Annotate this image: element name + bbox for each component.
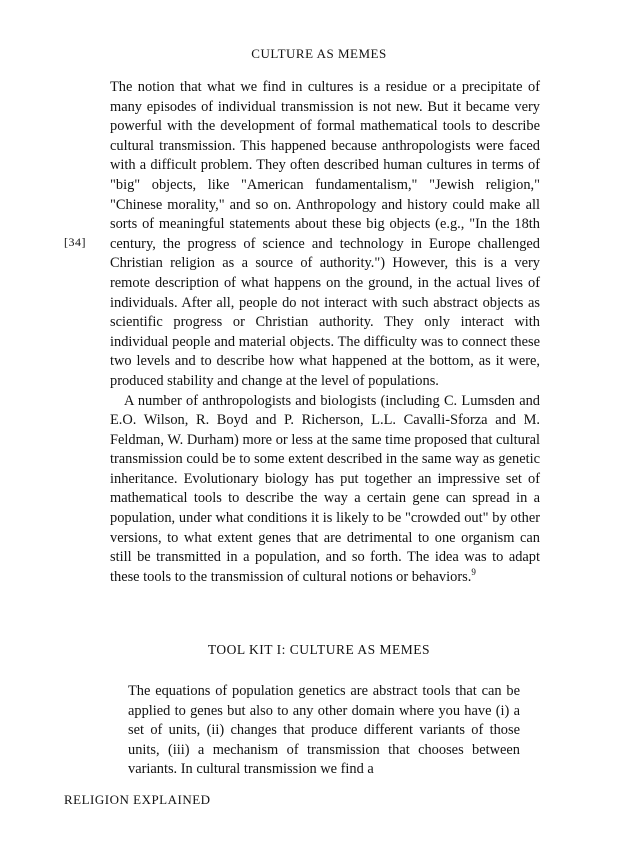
toolkit-paragraph: The equations of population genetics are abstract tools that can be applied to genes but also to any other domain where you have (i) a set of units, (ii) changes that produce different variants of those units, (iii) a mechanism of transmission that chooses between variants. In cultural transmission we find a <box>128 683 520 778</box>
page-number: [34] <box>64 235 86 249</box>
paragraph: The notion that what we find in cultures is a residue or a precipitate of many episodes of individual transmission is not new. But it became very powerful with the development of formal mathematical tools to describe cultural transmission. This happened because anthropologists were faced with a difficult problem. They often described human cultures in terms of "big" objects, like "American fundamentalism," "Jewish religion," "Chinese morality," and so on. Anthropology and history could make all sorts of meaningful statements about these big objects (e.g., "In the 18th century, the progress of science and technology in Europe challenged Christian religion as a source of authority.") However, this is a very remote description of what happens on the ground, in the actual lives of individuals. After all, people do not interact with such abstract objects as scientific progress or Christian authority. They only interact with individual people and material objects. The difficulty was to connect these two levels and to describe how what happened at the bottom, as it were, produced stability and change at the level of populations. <box>110 79 540 389</box>
book-title-footer: RELIGION EXPLAINED <box>64 792 211 807</box>
paragraph-text: A number of anthropologists and biologists (including C. Lumsden and E.O. Wilson, R. Boyd and P. Richerson, L.L. Cavalli-Sforza and M. Feldman, W. Durham) more or less at the same time proposed that cultural transmission could be to some extent described in the same way as genetic inheritance. Evolutionary biology has put together an impressive set of mathematical tools to describe the way a certain gene can spread in a population, under what conditions it is likely to be "crowded out" by other versions, to what extent genes that are detrimental to one organism can still be transmitted in a population, and so forth. The idea was to adapt these tools to the transmission of cultural notions or behaviors. <box>110 392 540 585</box>
toolkit-heading: TOOL KIT I: CULTURE AS MEMES <box>207 642 431 657</box>
main-text <box>110 78 540 587</box>
paragraph <box>110 392 540 588</box>
running-title: CULTURE AS MEMES <box>251 46 387 61</box>
footnote-ref[interactable]: 9 <box>471 567 476 578</box>
toolkit-box <box>128 682 520 780</box>
